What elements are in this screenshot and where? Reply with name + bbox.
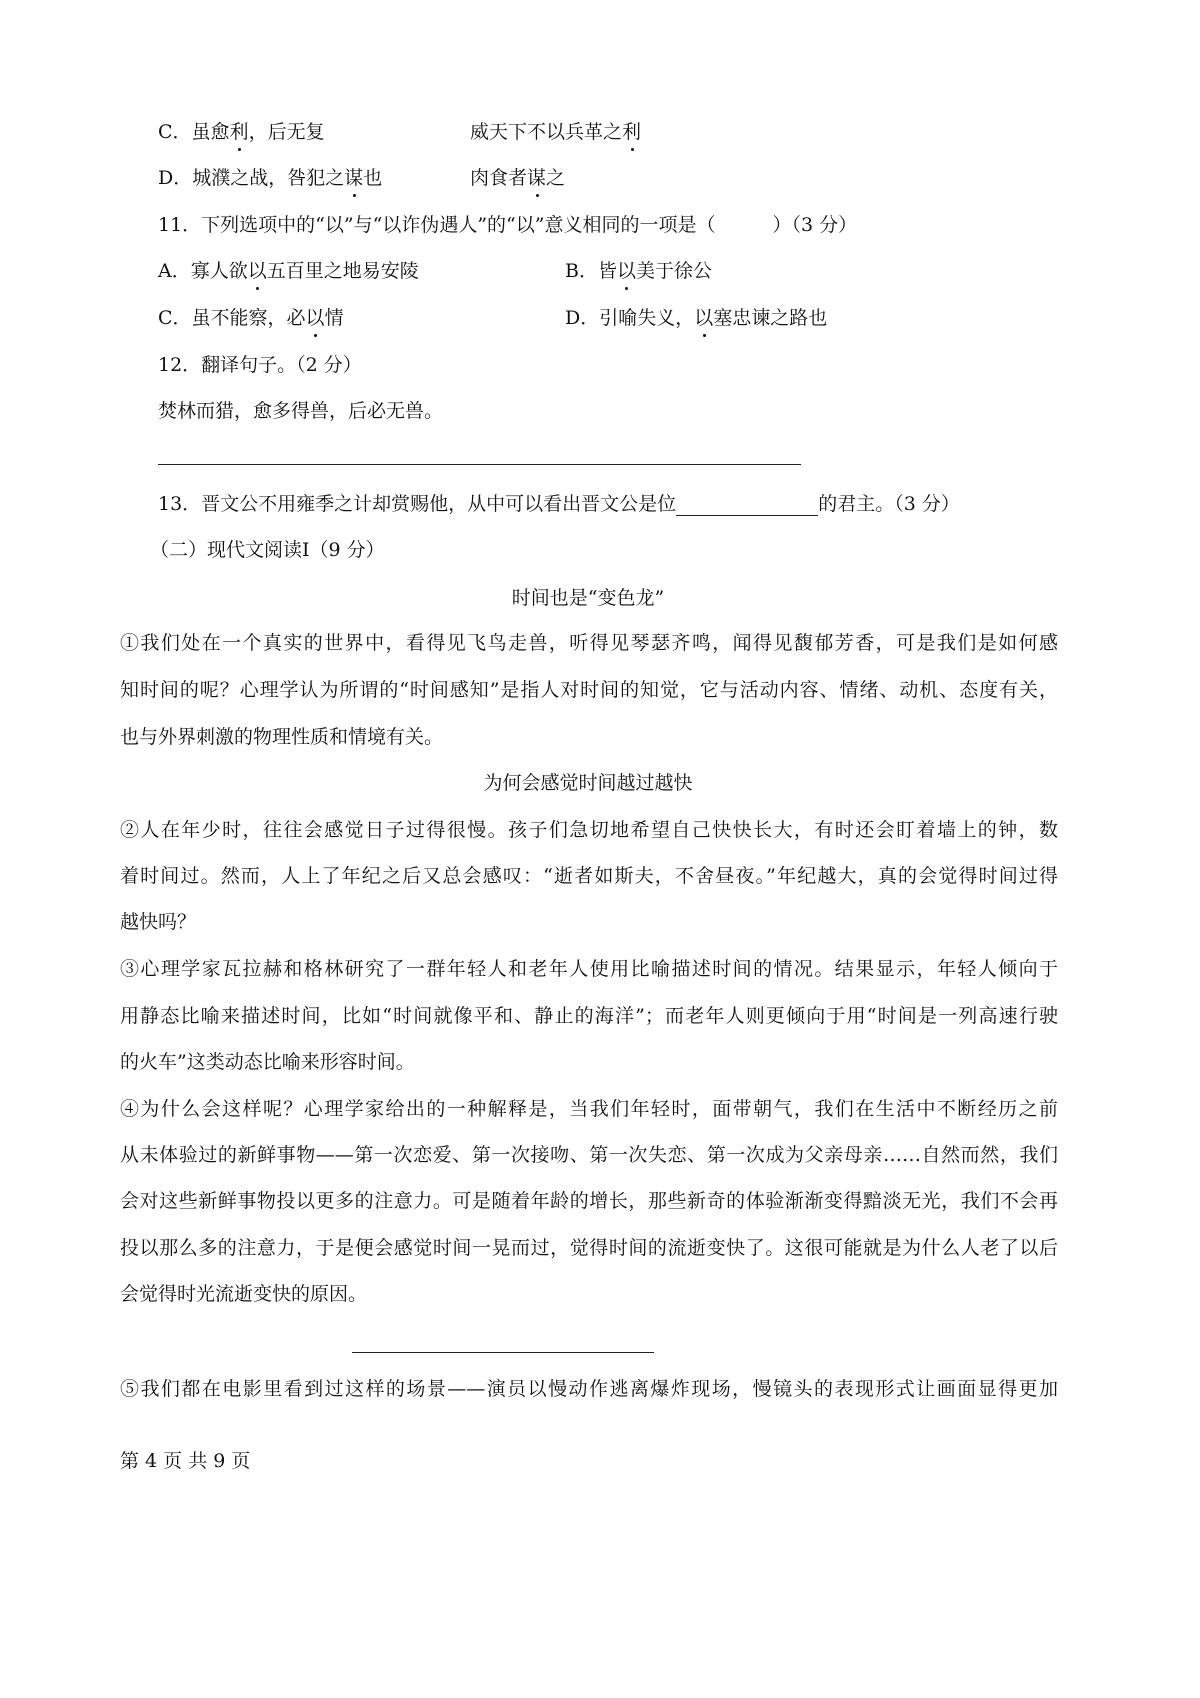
paragraph-line: 从未体验过的新鲜事物——第一次恋爱、第一次接吻、第一次失恋、第一次成为父亲母亲……自然而然，我们 [120,1144,1058,1166]
paragraph-line: 也与外界刺激的物理性质和情境有关。 [120,726,444,748]
text: 威天下不以兵革之 [470,121,623,143]
section-heading: （二）现代文阅读Ⅰ（9 分） [150,539,385,561]
paragraph-line: ④为什么会这样呢？心理学家给出的一种解释是，当我们年轻时，面带朝气，我们在生活中不断经历之前 [120,1098,1058,1120]
emphasis-char: 谋 [344,167,364,189]
q13-stem [158,492,960,516]
emphasis-char: 利 [622,121,642,143]
q10-option-c-b [470,120,641,144]
text: 13．晋文公不用雍季之计却赏赐他，从中可以看出晋文公是位 [158,493,677,515]
q10-option-d-a [158,166,382,190]
answer-line [158,464,801,465]
emphasis-char: 利 [229,121,249,143]
q11-stem: 11．下列选项中的“以”与“以诈伪遇人”的“以”意义相同的一项是（ ）（3 分） [158,214,858,236]
text: 五百里之地易安陵 [266,260,419,282]
emphasis-char: 以 [616,260,636,282]
answer-blank [676,495,818,516]
paragraph-line: ⑤我们都在电影里看到过这样的场景——演员以慢动作逃离爆炸现场，慢镜头的表现形式让画面显得更加 [120,1378,1058,1400]
text: 美于徐公 [635,260,712,282]
paragraph-line: 着时间过。然而，人上了年纪之后又总会感叹：“逝者如斯夫，不舍昼夜。”年纪越大，真的会觉得时间过得 [120,865,1058,887]
q10-option-d-b [470,166,565,190]
emphasis-char: 谋 [527,167,547,189]
q11-option-c [158,306,344,330]
q11-option-a [158,259,419,283]
paragraph-line: 越快吗？ [120,911,197,933]
emphasis-char: 以 [247,260,267,282]
text: 的君主。（3 分） [818,493,960,515]
q12-sentence: 焚林而猎，愈多得兽，后必无兽。 [158,400,444,422]
emphasis-char: 以 [305,307,325,329]
article-subtitle: 为何会感觉时间越过越快 [483,772,693,794]
text: 情 [324,307,344,329]
text: 肉食者 [470,167,528,189]
emphasis-char: 以 [694,307,714,329]
paragraph-line: ③心理学家瓦拉赫和格林研究了一群年轻人和老年人使用比喻描述时间的情况。结果显示，年轻人倾向于 [120,958,1058,980]
q10-option-c-a [158,120,325,144]
text: C．虽愈 [158,121,230,143]
text: C．虽不能察，必 [158,307,306,329]
paragraph-line: 知时间的呢？心理学认为所谓的“时间感知”是指人对时间的知觉，它与活动内容、情绪、动机、态度有关， [120,679,1058,701]
text: 塞忠谏之路也 [713,307,828,329]
text: B．皆 [565,260,617,282]
q11-option-b [565,259,712,283]
text: 之 [546,167,566,189]
paragraph-line: 用静态比喻来描述时间，比如“时间就像平和、静止的海洋”；而老年人则更倾向于用“时间是一列高速行驶 [120,1005,1058,1027]
paragraph-line: 会觉得时光流逝变快的原因。 [120,1283,368,1305]
article-title: 时间也是“变色龙” [511,587,665,609]
text: D．引喻失义， [565,307,695,329]
paragraph-line: 的火车”这类动态比喻来形容时间。 [120,1051,415,1073]
paragraph-line: ②人在年少时，往往会感觉日子过得很慢。孩子们急切地希望自己快快长大，有时还会盯着墙上的钟，数 [120,819,1058,841]
text: D．城濮之战，咎犯之 [158,167,345,189]
subtitle-blank-line [352,1352,654,1353]
text: 也 [363,167,383,189]
q11-option-d [565,306,827,330]
paragraph-line: 投以那么多的注意力，于是便会感觉时间一晃而过，觉得时间的流逝变快了。这很可能就是为什么人老了以后 [120,1237,1058,1259]
q12-stem: 12．翻译句子。（2 分） [158,354,362,376]
page-footer: 第 4 页 共 9 页 [120,1450,251,1472]
paragraph-line: 会对这些新鲜事物投以更多的注意力。可是随着年龄的增长，那些新奇的体验渐渐变得黯淡无光，我们不会再 [120,1190,1058,1212]
paragraph-line: ①我们处在一个真实的世界中，看得见飞鸟走兽，听得见琴瑟齐鸣，闻得见馥郁芳香，可是我们是如何感 [120,632,1058,654]
text: ，后无复 [248,121,325,143]
text: A．寡人欲 [158,260,248,282]
